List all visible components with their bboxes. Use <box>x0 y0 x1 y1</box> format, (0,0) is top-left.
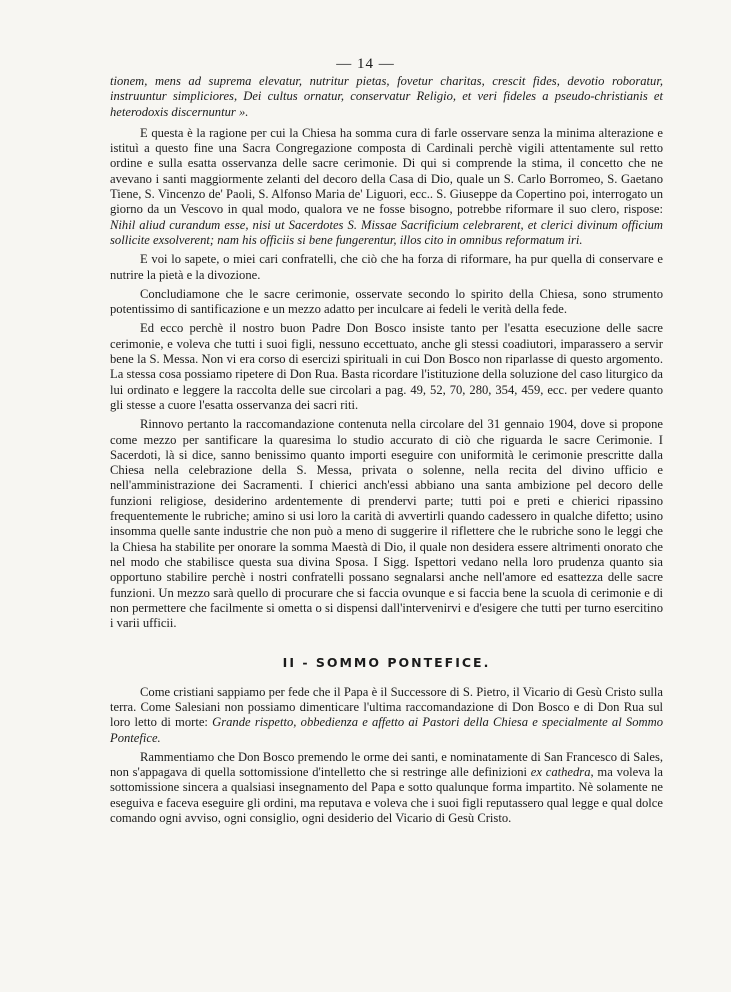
paragraph <box>110 750 663 826</box>
paragraph <box>110 252 663 283</box>
body-text <box>110 74 663 830</box>
italic-text: tionem, mens ad suprema elevatur, nutritur pietas, fovetur charitas, crescit fides, devotio roboratur, instruuntur simpliciores, Dei cultus ornatur, conservatur Religio, et veri fideles a pseudo-christianis et heterodoxis discernuntur ». <box>110 74 663 119</box>
paragraph <box>110 126 663 248</box>
text-run: Concludiamone che le sacre cerimonie, osservate secondo lo spirito della Chiesa, sono strumento potentissimo di santificazione e un mezzo adatto per inculcare ai fedeli le verità della fede. <box>110 286 663 317</box>
paragraph <box>110 685 663 746</box>
italic-text: Grande rispetto, obbedienza e affetto ai Pastori della Chiesa e specialmente al Sommo Pontefice. <box>110 715 663 745</box>
text-run: E questa è la ragione per cui la Chiesa ha somma cura di farle osservare senza la minima alterazione e istituì a questo fine una Sacra Congregazione composta di Cardinali perchè vigili attentamente sul retto ordine e sulla esatta osservanza delle sacre cerimonie. Di qui si comprende la stima, il concetto che ne avevano i santi maggiormente zelanti del decoro della Casa di Dio, quale un S. Carlo Borromeo, S. Gaetano Tiene, S. Vincenzo de' Paoli, S. Alfonso Maria de' Liguori, ecc.. S. Giuseppe da Copertino poi, interrogato un giorno da un Vescovo in qual modo, qualora ve ne fosse bisogno, potrebbe riformare il suo clero, rispose: <box>110 125 663 217</box>
paragraph <box>110 417 663 631</box>
text-run: Come cristiani sappiamo per fede che il Papa è il Successore di S. Pietro, il Vicario di Gesù Cristo sulla terra. Come Salesiani non possiamo dimenticare l'ultima raccomandazione di Don Bosco e di Don Rua sul loro letto di morte: <box>110 684 663 730</box>
text-run: Rinnovo pertanto la raccomandazione contenuta nella circolare del 31 gennaio 1904, dove si propone come mezzo per santificare la quaresima lo studio accurato di ciò che riguarda le sacre Cerimonie. I Sacerdoti, là si dice, sanno benissimo quanto importi eseguire con uniformità le cerimonie prescritte dalla Chiesa nella celebrazione della S. Messa, privata o solenne, nella recita del divino ufficio e nell'amministrazione dei Sacramenti. I chierici anch'essi abbiano una santa ambizione pel decoro delle funzioni religiose, desiderino ardentemente di prendervi parte; tutti poi e preti e chierici ripassino frequentemente le rubriche; amino si usi loro la carità di avvertirli quando cadessero in qualche difetto; usino insomma quelle sante industrie che non può a meno di suggerire il riflettere che le rubriche sono le leggi che la Chiesa ha stabilite per onorare la somma Maestà di Dio, il quale non desidera essere altrimenti onorato che nel modo che stabilisce questa sua divina Sposa. I Sigg. Ispettori vedano nella loro prudenza quanto sia opportuno stabilire perchè i nostri confratelli possano segnalarsi anche nell'amore ed esattezza delle sacre funzioni. Un mezzo sarà quello di procurare che si faccia ovunque e si faccia bene la scuola di cerimonie e di non permettere che facilmente si ometta o si dispensi dall'intervenirvi e d'esigere che tutti per turno esercitino i varii ufficii. <box>110 417 663 631</box>
text-run: , ma voleva la sottomissione sincera a qualsiasi insegnamento del Papa e sotto qualunque forma impartito. Nè solamente ne eseguiva e faceva eseguire gli ordini, ma reputava e voleva che i suoi figli reputassero qual legge e qual dolce comando ogni avviso, ogni consiglio, ogni desiderio del Vicario di Gesù Cristo. <box>110 765 663 826</box>
paragraph <box>110 287 663 318</box>
section-title: II - SOMMO PONTEFICE. <box>282 655 491 671</box>
paragraph <box>110 321 663 413</box>
italic-text: Nihil aliud curandum esse, nisi ut Sacerdotes S. Missae Sacrificium celebrarent, et clerici divinum officium sollicite exsolverent; nam his officiis si bene fungerentur, illos cito in omnibus reformatum iri. <box>110 217 663 247</box>
paragraph <box>110 74 663 120</box>
text-run: E voi lo sapete, o miei cari confratelli, che ciò che ha forza di riformare, ha pur quella di conservare e nutrire la pietà e la divozione. <box>110 252 663 282</box>
italic-text: ex cathedra <box>530 765 591 780</box>
text-run: Rammentiamo che Don Bosco premendo le orme dei santi, e nominatamente di San Francesco di Sales, non s'appagava di quella sottomissione d'intelletto che si restringe alle definizioni <box>110 749 663 780</box>
paragraph-group-top <box>110 74 663 631</box>
page-number: — 14 — <box>336 56 395 72</box>
text-run: Ed ecco perchè il nostro buon Padre Don Bosco insiste tanto per l'esatta esecuzione delle sacre cerimonie, e voleva che tutti i suoi figli, nessuno eccettuato, anche gli stessi coadiutori, imparassero a servir bene la S. Messa. Non vi era corso di esercizi spirituali in cui Don Bosco non riparlasse di questo argomento. La stessa cosa possiamo ripetere di Don Rua. Basta ricordare l'istituzione della soluzione del caso liturgico da lui ordinato e leggere la raccolta delle sue circolari a pag. 49, 52, 70, 280, 354, 459, ecc. per vedere quanto gli stesse a cuore l'esatta osservanza dei sacri riti. <box>110 321 663 412</box>
paragraph-group-bottom <box>110 685 663 827</box>
